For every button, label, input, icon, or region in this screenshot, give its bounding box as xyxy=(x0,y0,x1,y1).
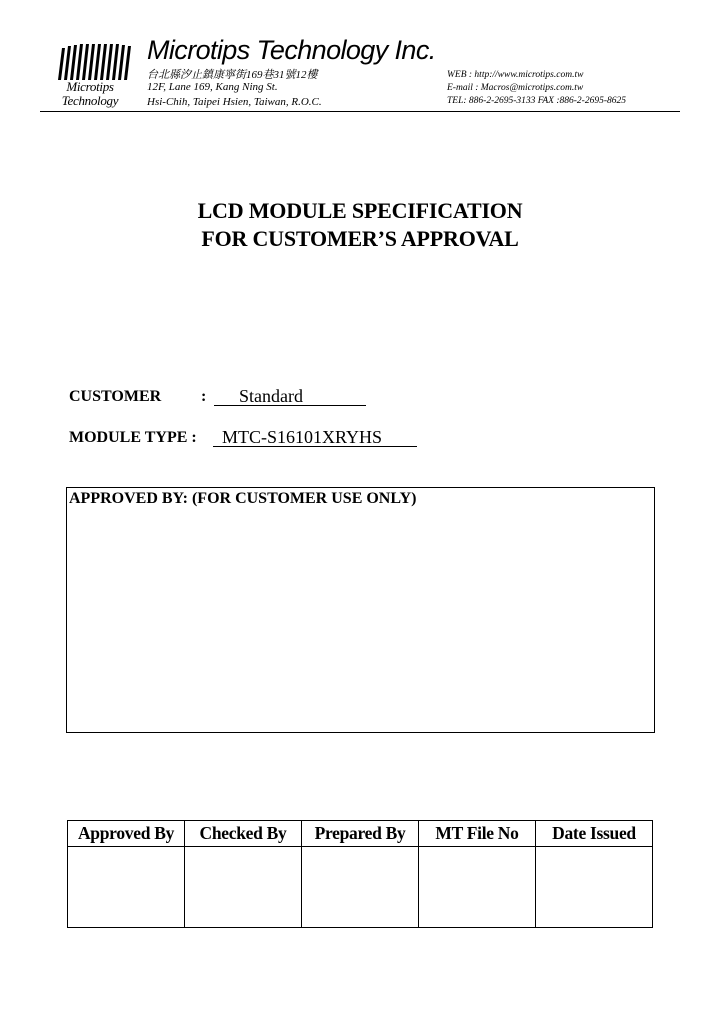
customer-colon: : xyxy=(201,388,207,405)
company-name: Microtips Technology Inc. xyxy=(147,35,436,65)
web-address: WEB : http://www.microtips.com.tw xyxy=(447,70,584,80)
address-chinese: 台北縣汐止鎮康寧街169巷31號12樓 xyxy=(147,69,318,81)
header-date-issued: Date Issued xyxy=(536,821,653,847)
approved-by-cell xyxy=(68,847,185,928)
header-divider xyxy=(40,111,680,112)
document-title-line-2: FOR CUSTOMER’S APPROVAL xyxy=(201,226,519,251)
signoff-header-row xyxy=(68,821,653,847)
company-logo xyxy=(50,40,140,112)
header-checked-by: Checked By xyxy=(185,821,302,847)
logo-name-line1: Microtips xyxy=(66,79,114,94)
module-type-label: MODULE TYPE : xyxy=(69,429,197,446)
signoff-table xyxy=(67,820,653,928)
module-type-value: MTC-S16101XRYHS xyxy=(222,427,383,447)
checked-by-cell xyxy=(185,847,302,928)
customer-underline xyxy=(214,405,366,406)
approval-box-caption: APPROVED BY: (FOR CUSTOMER USE ONLY) xyxy=(69,490,417,507)
logo-name-line2: Technology xyxy=(61,93,119,108)
header-prepared-by: Prepared By xyxy=(302,821,419,847)
address-line-2: Hsi-Chih, Taipei Hsien, Taiwan, R.O.C. xyxy=(147,96,322,108)
logo-stripes-icon xyxy=(54,42,134,82)
tel-fax: TEL: 886-2-2695-3133 FAX :886-2-2695-8625 xyxy=(447,96,626,106)
header-approved-by: Approved By xyxy=(68,821,185,847)
document-title-line-1: LCD MODULE SPECIFICATION xyxy=(197,198,523,223)
date-issued-cell xyxy=(536,847,653,928)
email-address: E-mail : Macros@microtips.com.tw xyxy=(447,83,584,93)
logo-wordmark xyxy=(50,80,130,108)
customer-approval-box xyxy=(66,487,655,733)
module-type-underline xyxy=(213,446,417,447)
prepared-by-cell xyxy=(302,847,419,928)
header-mt-file-no: MT File No xyxy=(419,821,536,847)
mt-file-no-cell xyxy=(419,847,536,928)
customer-label: CUSTOMER xyxy=(69,388,162,405)
address-line-1: 12F, Lane 169, Kang Ning St. xyxy=(147,81,278,93)
signoff-entry-row xyxy=(68,847,653,928)
customer-value: Standard xyxy=(239,386,303,406)
